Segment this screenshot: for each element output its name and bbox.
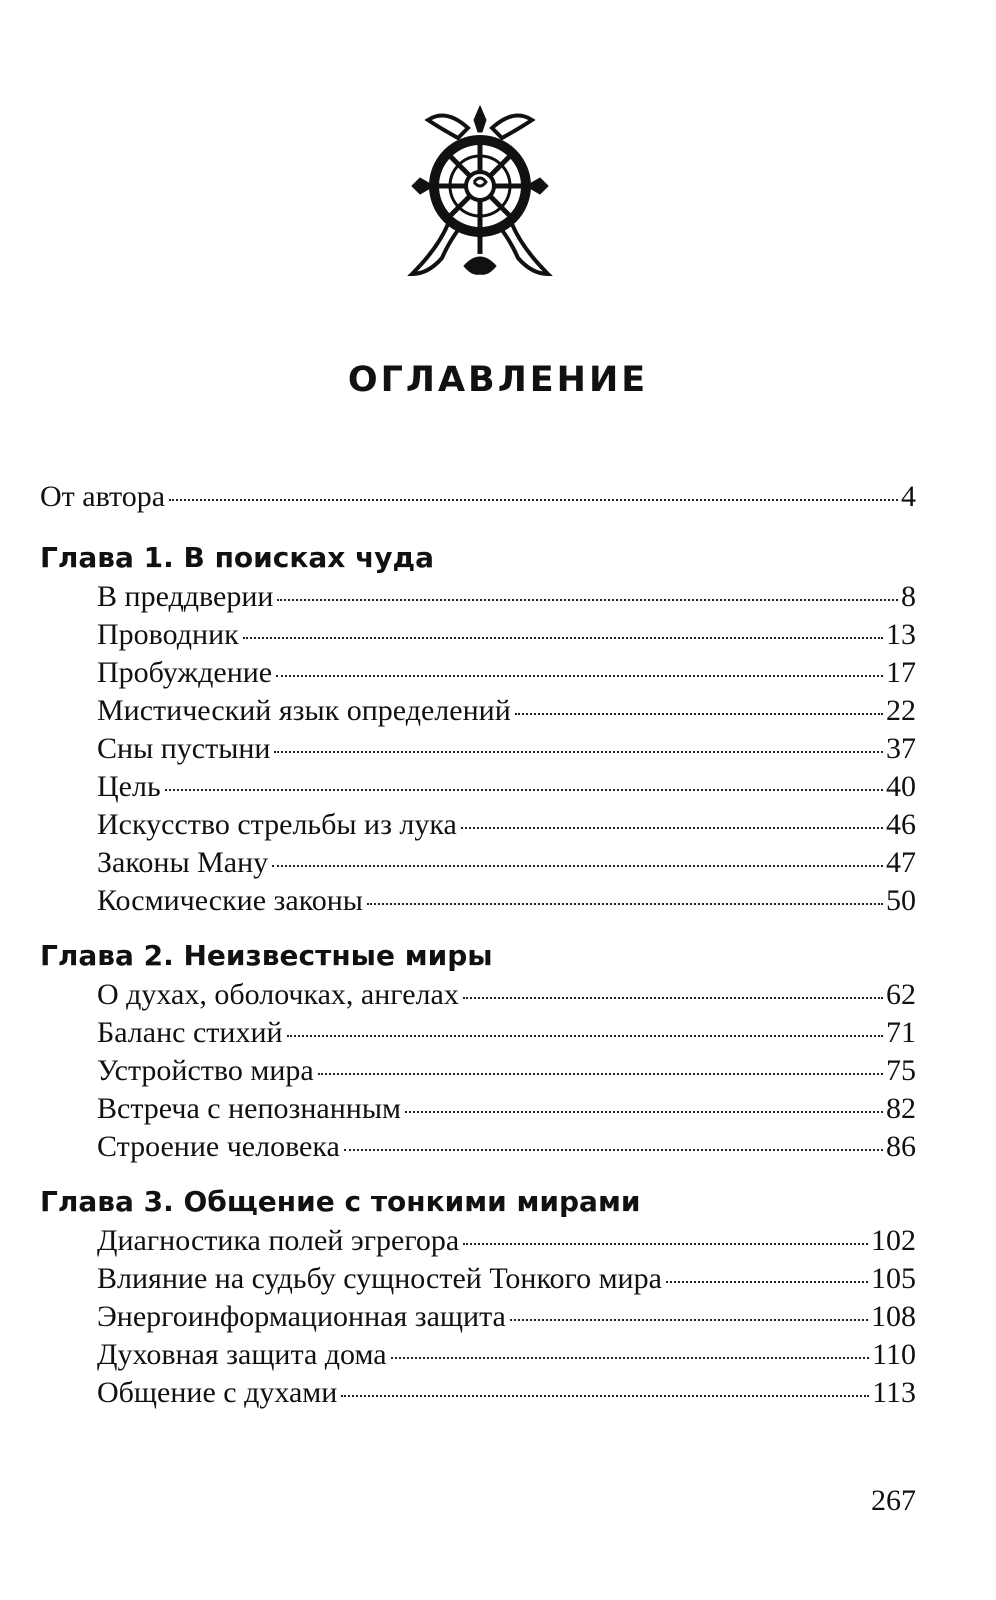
toc-entry-page: 13 — [886, 618, 916, 651]
toc-entry[interactable] — [40, 1090, 916, 1128]
chapter-1 — [40, 538, 916, 920]
leader-dots — [169, 499, 898, 501]
toc-entry-title: Проводник — [97, 618, 239, 651]
toc-entry[interactable] — [40, 1222, 916, 1260]
toc-entry[interactable] — [40, 616, 916, 654]
toc-entry-title: Диагностика полей эгрегора — [97, 1224, 460, 1257]
toc-entry[interactable] — [40, 1260, 916, 1298]
leader-dots — [463, 1243, 868, 1245]
toc-entry-title: Космические законы — [97, 884, 363, 917]
chapter-3 — [40, 1182, 916, 1412]
page-heading: ОГЛАВЛЕНИЕ — [347, 360, 649, 400]
toc-entry-title: Духовная защита дома — [97, 1338, 387, 1371]
leader-dots — [277, 599, 898, 601]
page-number: 267 — [871, 1484, 916, 1517]
toc-entry-page: 40 — [886, 770, 916, 803]
leader-dots — [666, 1281, 868, 1283]
toc-entry-page: 22 — [886, 694, 916, 727]
toc-entry[interactable] — [40, 730, 916, 768]
toc-entry-title: Устройство мира — [97, 1054, 314, 1087]
leader-dots — [318, 1073, 883, 1075]
leader-dots — [461, 827, 883, 829]
toc-entry-page: 105 — [871, 1262, 916, 1295]
chapter-heading[interactable]: Глава 2. Неизвестные миры — [40, 939, 493, 972]
leader-dots — [367, 903, 883, 905]
toc-entry-page: 46 — [886, 808, 916, 841]
toc-entry-title: О духах, оболочках, ангелах — [97, 978, 459, 1011]
toc-entry[interactable] — [40, 1128, 916, 1166]
toc-entry-page: 102 — [871, 1224, 916, 1257]
toc-entry-page: 47 — [886, 846, 916, 879]
toc-entry[interactable] — [40, 1052, 916, 1090]
toc-entry-title: Законы Ману — [97, 846, 269, 879]
toc-entry-page: 82 — [886, 1092, 916, 1125]
toc-entry-page: 62 — [886, 978, 916, 1011]
dharma-wheel-icon — [398, 98, 562, 288]
table-of-contents — [40, 478, 916, 1428]
chapter-heading[interactable]: Глава 3. Общение с тонкими мирами — [40, 1185, 641, 1218]
toc-entry-title: Сны пустыни — [97, 732, 271, 765]
toc-entry[interactable] — [40, 692, 916, 730]
leader-dots — [274, 751, 883, 753]
toc-entry-title: Влияние на судьбу сущностей Тонкого мира — [97, 1262, 662, 1295]
leader-dots — [510, 1319, 868, 1321]
toc-entry[interactable] — [40, 1374, 916, 1412]
toc-entry-page: 50 — [886, 884, 916, 917]
toc-entry[interactable] — [40, 578, 916, 616]
toc-entry-title: Пробуждение — [97, 656, 273, 689]
toc-entry[interactable] — [40, 654, 916, 692]
toc-entry-intro[interactable] — [40, 478, 916, 516]
toc-entry[interactable] — [40, 844, 916, 882]
leader-dots — [463, 997, 883, 999]
toc-entry[interactable] — [40, 806, 916, 844]
leader-dots — [341, 1395, 869, 1397]
leader-dots — [344, 1149, 883, 1151]
toc-entry[interactable] — [40, 1014, 916, 1052]
toc-entry[interactable] — [40, 1336, 916, 1374]
toc-entry[interactable] — [40, 882, 916, 920]
leader-dots — [165, 789, 883, 791]
toc-entry-title: Общение с духами — [97, 1376, 338, 1409]
leader-dots — [515, 713, 883, 715]
leader-dots — [276, 675, 883, 677]
leader-dots — [405, 1111, 883, 1113]
toc-entry-page: 110 — [872, 1338, 916, 1371]
chapter-2 — [40, 936, 916, 1166]
toc-entry-title: Строение человека — [97, 1130, 340, 1163]
toc-entry-title: Баланс стихий — [97, 1016, 283, 1049]
toc-entry[interactable] — [40, 768, 916, 806]
toc-entry-title: Встреча с непознанным — [97, 1092, 401, 1125]
toc-entry-page: 86 — [886, 1130, 916, 1163]
toc-entry-page: 8 — [901, 580, 916, 613]
toc-entry-page: 75 — [886, 1054, 916, 1087]
toc-entry-title: Энергоинформационная защита — [97, 1300, 506, 1333]
toc-entry-page: 17 — [886, 656, 916, 689]
toc-entry-page: 71 — [886, 1016, 916, 1049]
toc-entry[interactable] — [40, 1298, 916, 1336]
toc-entry-page: 37 — [886, 732, 916, 765]
leader-dots — [243, 637, 883, 639]
toc-entry-page: 113 — [872, 1376, 916, 1409]
toc-entry-page: 4 — [901, 480, 916, 513]
chapter-heading[interactable]: Глава 1. В поисках чуда — [40, 541, 435, 574]
toc-entry-title: Искусство стрельбы из лука — [97, 808, 457, 841]
leader-dots — [272, 865, 883, 867]
toc-entry-page: 108 — [871, 1300, 916, 1333]
toc-entry-title: В преддверии — [97, 580, 274, 613]
toc-entry-title: От автора — [40, 480, 166, 513]
leader-dots — [391, 1357, 870, 1359]
toc-entry-title: Цель — [97, 770, 161, 803]
leader-dots — [287, 1035, 883, 1037]
toc-entry[interactable] — [40, 976, 916, 1014]
toc-entry-title: Мистический язык определений — [97, 694, 511, 727]
